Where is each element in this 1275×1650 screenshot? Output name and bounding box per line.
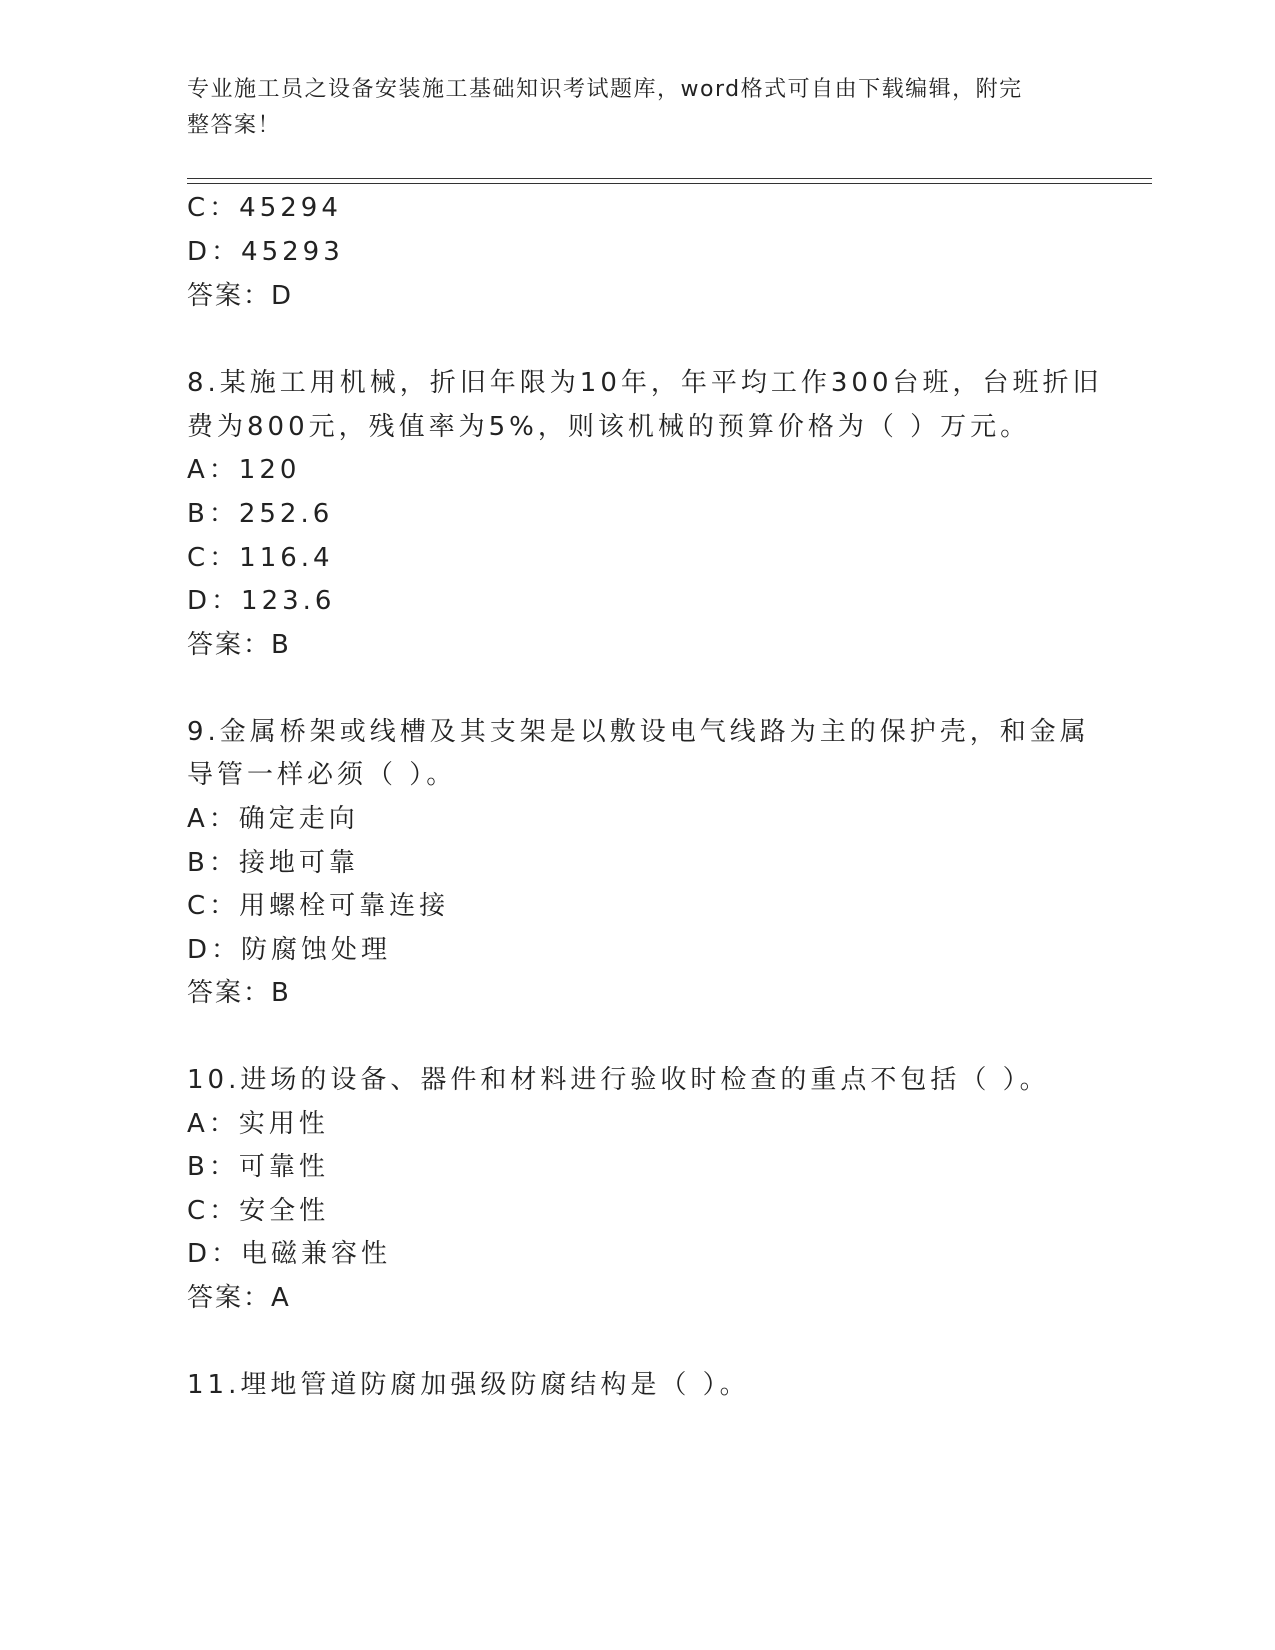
q11-stem-line-1: 11.埋地管道防腐加强级防腐结构是（ ）。 <box>187 1370 750 1400</box>
q8-stem-line-1: 8.某施工用机械，折旧年限为10年，年平均工作300台班，台班折旧 <box>187 368 1103 398</box>
q9-option-d: D：防腐蚀处理 <box>187 935 392 965</box>
header-line-2: 整答案！ <box>187 113 282 138</box>
q9-option-c: C：用螺栓可靠连接 <box>187 891 450 921</box>
q10-stem-line-1: 10.进场的设备、器件和材料进行验收时检查的重点不包括（ ）。 <box>187 1065 1050 1095</box>
q9-stem-line-1: 9.金属桥架或线槽及其支架是以敷设电气线路为主的保护壳，和金属 <box>187 717 1090 747</box>
q10-option-c: C：安全性 <box>187 1196 330 1226</box>
q9-option-a: A：确定走向 <box>187 804 359 834</box>
q9-answer: 答案：B <box>187 978 291 1008</box>
q7-answer: 答案：D <box>187 281 294 311</box>
q8-answer: 答案：B <box>187 630 291 660</box>
header-rule-top <box>187 178 1152 179</box>
q9-option-b: B：接地可靠 <box>187 848 359 878</box>
q10-answer: 答案：A <box>187 1283 291 1313</box>
header-rule-bottom <box>187 183 1152 184</box>
q7-option-d: D：45293 <box>187 237 344 267</box>
q10-option-d: D：电磁兼容性 <box>187 1239 392 1269</box>
q8-option-b: B：252.6 <box>187 499 334 529</box>
q8-stem-line-2: 费为800元，残值率为5%，则该机械的预算价格为（ ）万元。 <box>187 412 1031 442</box>
q8-option-c: C：116.4 <box>187 543 334 573</box>
q8-option-d: D：123.6 <box>187 586 336 616</box>
document-header <box>187 72 1087 144</box>
q9-stem-line-2: 导管一样必须（ ）。 <box>187 760 457 790</box>
q10-option-a: A：实用性 <box>187 1109 329 1139</box>
header-line-1: 专业施工员之设备安装施工基础知识考试题库，word格式可自由下载编辑，附完 <box>187 77 1023 102</box>
q7-option-c: C：45294 <box>187 193 342 223</box>
q10-option-b: B：可靠性 <box>187 1152 329 1182</box>
q8-option-a: A：120 <box>187 455 301 485</box>
